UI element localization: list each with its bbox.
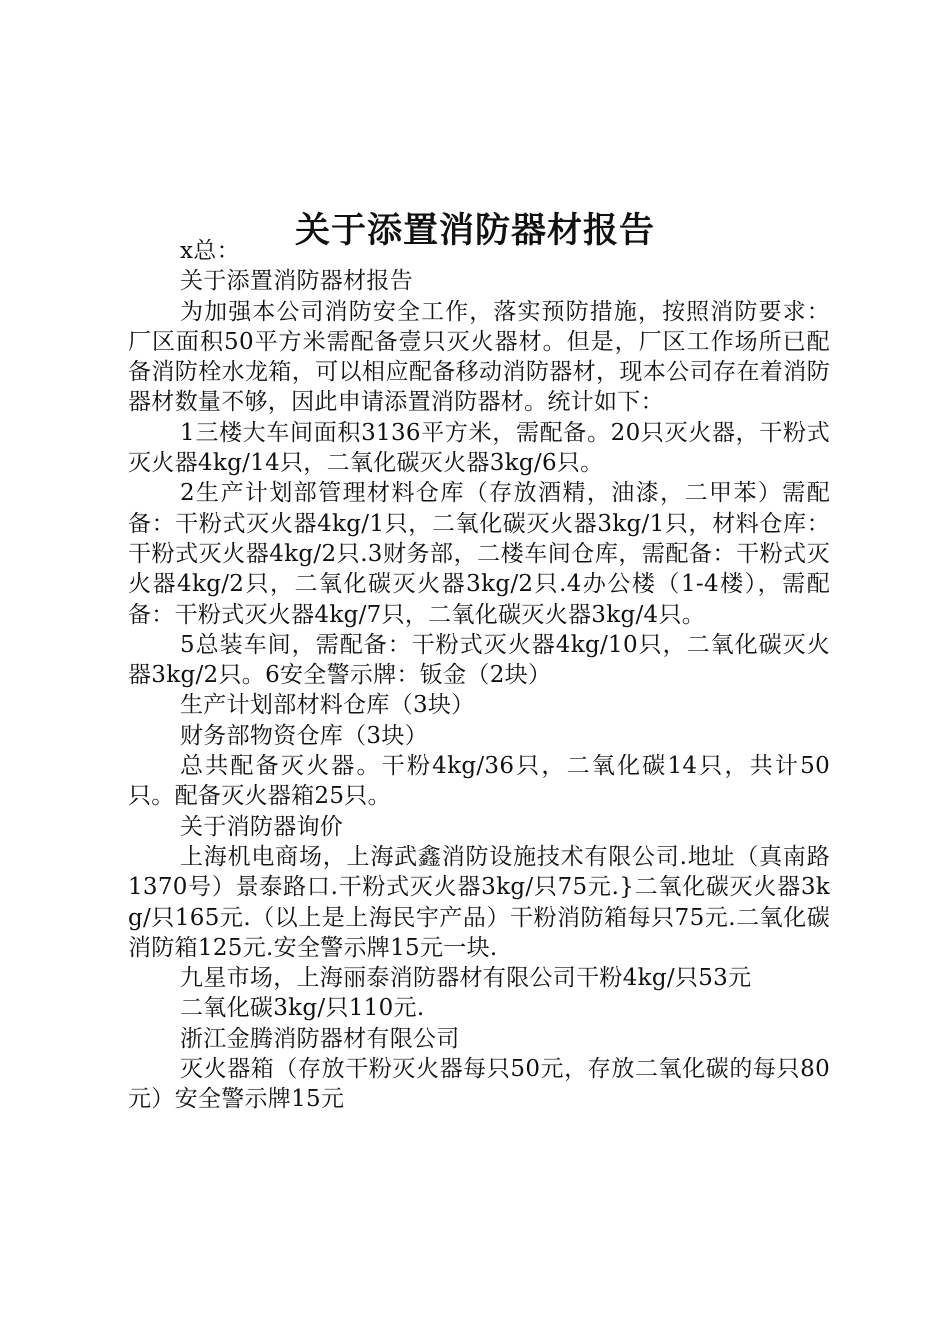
paragraph-sign-location-1: 生产计划部材料仓库（3块）	[180, 692, 475, 719]
paragraph-total: 总共配备灭火器。干粉4kg/36只，二氧化碳14只，共计50只。配备灭火器箱25只。	[128, 753, 830, 810]
paragraph-intro: 为加强本公司消防安全工作，落实预防措施，按照消防要求：厂区面积50平方米需配备壹只灭火器材。但是，厂区工作场所已配备消防栓水龙箱，可以相应配备移动消防器材，现本公司存在着消防器材数量不够，因此申请添置消防器材。统计如下：	[128, 298, 830, 416]
paragraph-quote-jiuxing: 九星市场，上海丽泰消防器材有限公司干粉4kg/只53元	[180, 965, 752, 992]
document-body	[128, 236, 830, 1115]
paragraph-item-5-6: 5总装车间，需配备：干粉式灭火器4kg/10只，二氧化碳灭火器3kg/2只。6安全警示牌：钣金（2块）	[128, 631, 830, 689]
paragraph-quote-shanghai: 上海机电商场，上海武鑫消防设施技术有限公司.地址（真南路1370号）景泰路口.干粉式灭火器3kg/只75元.}二氧化碳灭火器3kg/只165元.（以上是上海民宇产品）干粉消防箱每只75元.二氧化碳消防箱125元.安全警示牌15元一块.	[128, 843, 830, 961]
salutation: x总：	[180, 238, 240, 264]
paragraph-quote-zhejiang: 浙江金腾消防器材有限公司	[180, 1025, 460, 1052]
paragraph-item-2-4: 2生产计划部管理材料仓库（存放酒精，油漆，二甲苯）需配备：干粉式灭火器4kg/1只，二氧化碳灭火器3kg/1只，材料仓库：干粉式灭火器4kg/2只.3财务部，二楼车间仓库，需配备：干粉式灭火器4kg/2只，二氧化碳灭火器3kg/2只.4办公楼（1-4楼），需配备：干粉式灭火器4kg/7只，二氧化碳灭火器3kg/4只。	[128, 480, 830, 628]
subject-line: 关于添置消防器材报告	[180, 268, 413, 295]
paragraph-quote-boxes: 灭火器箱（存放干粉灭火器每只50元，存放二氧化碳的每只80元）安全警示牌15元	[128, 1056, 830, 1113]
document-title: 关于添置消防器材报告	[294, 211, 655, 252]
paragraph-quote-co2: 二氧化碳3kg/只110元.	[180, 995, 425, 1022]
section-heading-quote: 关于消防器询价	[180, 813, 344, 840]
paragraph-sign-location-2: 财务部物资仓库（3块）	[180, 722, 428, 749]
paragraph-item-1: 1三楼大车间面积3136平方米，需配备。20只灭火器，干粉式灭火器4kg/14只，二氧化碳灭火器3kg/6只。	[128, 419, 830, 477]
